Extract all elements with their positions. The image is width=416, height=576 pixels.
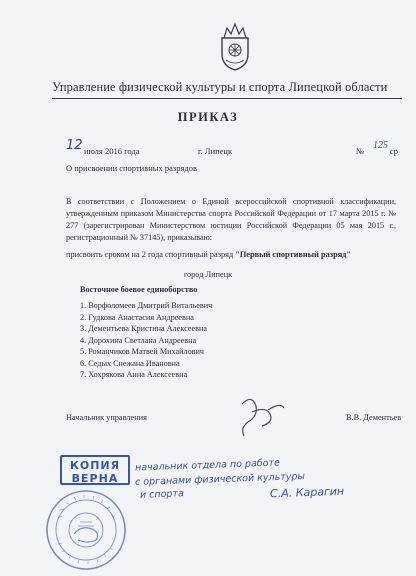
header-divider [52, 98, 402, 99]
body-paragraph: В соответствии с Положением о Единой всероссийской спортивной классификации, утвержденным приказом Министерства спорта Российской Федерации от 17 марта 2015 г. № 277 (зарегистрирован Министерством юстиции Российской Федерации 05 мая 2015 г., регистрационный № 37145), приказываю: [66, 197, 396, 242]
assigned-rank: "Первый спортивный разряд" [235, 250, 351, 259]
handwritten-note-signer: С.А. Карагин [269, 484, 345, 501]
city-heading: город Липецк [183, 270, 233, 279]
date-day-handwritten: 12 [66, 138, 83, 153]
stamp-line-1: КОПИЯ [69, 459, 121, 472]
date-text: июля 2016 года [84, 146, 140, 156]
number-suffix: ср [390, 146, 399, 156]
list-item: 6. Седых Снежана Ивановна [80, 358, 180, 368]
handwritten-note-line-1: начальник отдела по работе [134, 457, 281, 474]
list-item: 2. Гудкова Анастасия Андреевна [80, 312, 194, 322]
city-text: г. Липецк [198, 146, 233, 156]
handwritten-signature [222, 392, 292, 442]
assignment-prefix: присвоить сроком на 2 года спортивный разряд [66, 250, 234, 259]
document-subject: О присвоении спортивных разрядов [66, 163, 197, 173]
assignment-line [66, 250, 351, 259]
coat-of-arms-emblem [216, 20, 254, 74]
list-item: 4. Дорохина Светлана Андреевна [80, 335, 197, 345]
stamp-line-2: ВЕРНА [71, 472, 119, 485]
copy-certified-stamp [60, 455, 130, 485]
organization-name: Управление физической культуры и спорта Липецкой области [52, 80, 388, 94]
signatory-position: Начальник управления [66, 413, 147, 422]
handwritten-note-line-2: с органами физической культуры [134, 471, 306, 488]
handwritten-note-line-3: и спорта [139, 488, 185, 501]
round-official-seal [44, 488, 128, 572]
number-label: № [356, 146, 365, 156]
document-title: ПРИКАЗ [177, 110, 239, 124]
list-item: 3. Дементьева Кристина Алексеевна [80, 324, 207, 333]
list-item: 1. Ворфоломеев Дмитрий Витальевич [80, 301, 213, 310]
signatory-name: В.В. Дементьев [346, 413, 402, 422]
list-item: 5. Романчиков Матвей Михайлович [80, 347, 205, 356]
number-handwritten: 125 [373, 140, 388, 151]
list-item: 7. Хохрякова Анна Алексеевна [80, 370, 188, 379]
sport-heading: Восточное боевое единоборство [80, 285, 198, 294]
athlete-list [80, 300, 212, 381]
